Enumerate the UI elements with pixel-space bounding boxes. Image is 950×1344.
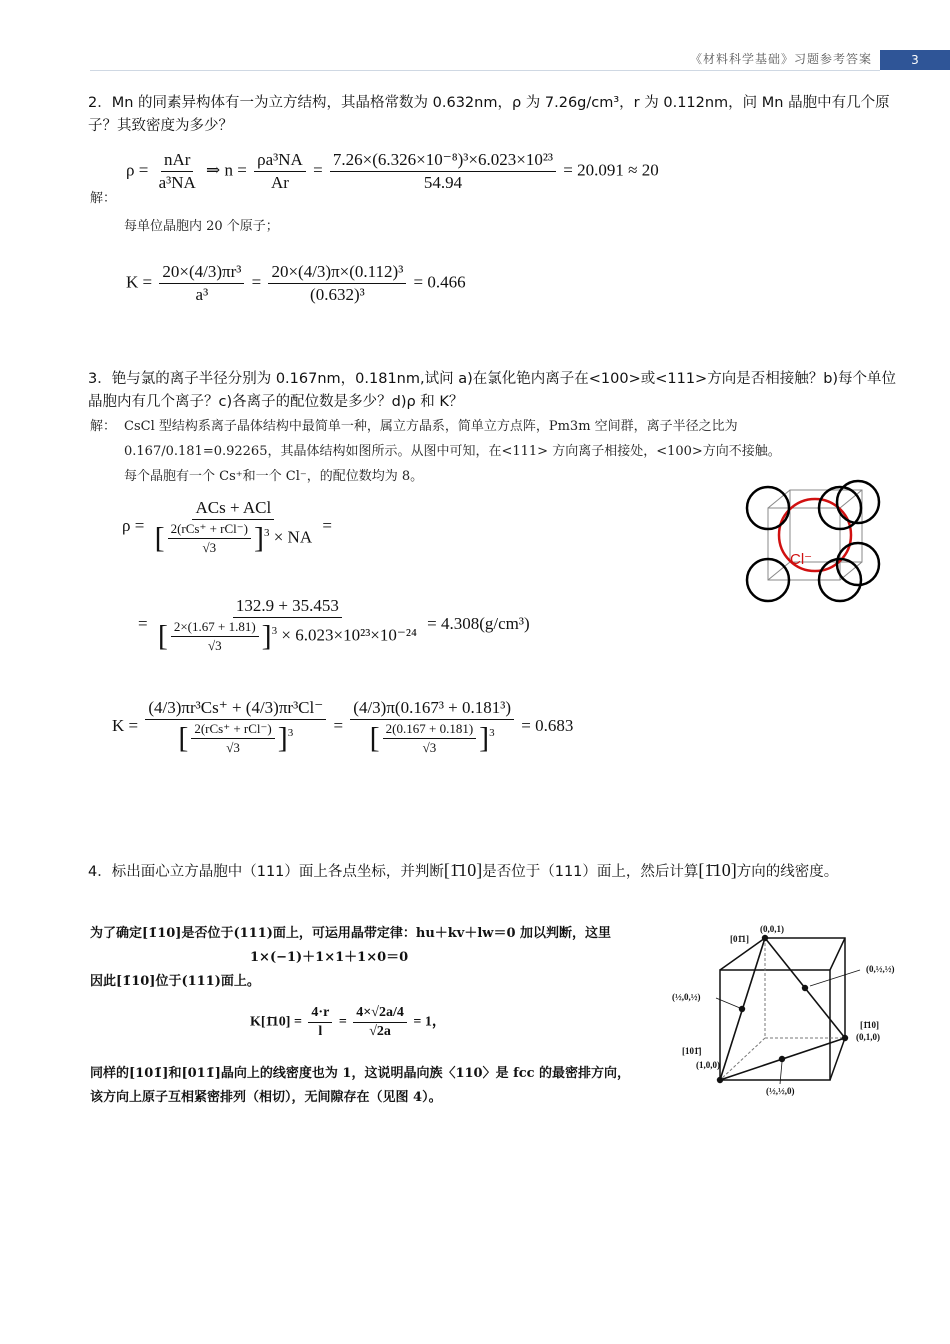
cl-ion-label: Cl⁻ (790, 551, 813, 568)
fig-label: (0,0,1) (760, 924, 784, 934)
q3-packing-equation (112, 698, 573, 756)
page-number: 3 (880, 50, 950, 70)
fraction-numerator: nAr (161, 150, 193, 172)
eq-result: = 1， (413, 1014, 446, 1030)
fraction-denominator: [ $\frac{2(0.167 + 0.181)}{√3}$ ]$^3$ (369, 721, 495, 755)
fraction-numerator: 2×(1.67 + 1.81) (171, 619, 259, 637)
fraction (350, 698, 514, 756)
eq-result: = 4.308(g/cm³) (427, 613, 530, 633)
eq-text: ρ = (126, 160, 149, 180)
q3-density-equation-2 (138, 596, 530, 654)
lattice-point (762, 935, 768, 941)
q2-packing-equation (126, 262, 466, 305)
fraction (156, 150, 199, 193)
fraction-denominator: a³ (195, 285, 209, 304)
fraction (308, 1005, 332, 1040)
fraction-denominator: √3 (202, 540, 217, 555)
eq-text: K[1̄10] = (250, 1014, 302, 1030)
fraction-denominator: 54.94 (423, 173, 463, 192)
q4-scan-line5: 该方向上原子互相紧密排列（相切），无间隙存在（见图 4）。 (90, 1090, 442, 1105)
fig-label: (½,0,½) (672, 992, 701, 1002)
direction-index: [1̄10] (443, 860, 483, 880)
fraction-numerator: 20×(4/3)πr³ (159, 262, 244, 284)
q4-question (88, 855, 898, 887)
q3-solution-line3: 每个晶胞有一个 Cs⁺和一个 Cl⁻，的配位数均为 8。 (124, 469, 424, 484)
q3-solution-line2: 0.167/0.181=0.92265，其晶体结构如图所示。从图中可知，在<111> 方向离子相接处，<100>方向不接触。 (124, 444, 781, 459)
fraction-denominator: √3 (422, 740, 437, 755)
q4-linear-density-equation: K[1̄10] = $\frac{4\cdot r}{l}$ = $\frac{4\times√2a/4}{√2a}$ = 1， (250, 1005, 446, 1039)
fcc-111-plane-figure (670, 920, 900, 1100)
fig-label: (1,0,0) (696, 1060, 720, 1070)
fraction-numerator: 20×(4/3)π×(0.112)³ (268, 262, 406, 284)
fraction (254, 150, 306, 193)
fraction-numerator: ρa³NA (254, 150, 306, 172)
eq-text: K = (112, 715, 139, 735)
fraction-denominator: √2a (369, 1024, 391, 1039)
fraction-numerator: (4/3)π(0.167³ + 0.181³) (350, 698, 514, 720)
lattice-point (842, 1035, 848, 1041)
fraction-numerator: 4×√2a/4 (353, 1005, 407, 1023)
fig-label: [01̄1] (730, 934, 749, 944)
eq-text: K = (126, 272, 153, 292)
q4-scan-line3: 因此[1̄10]位于(111)面上。 (90, 974, 260, 989)
fraction-denominator: √3 (207, 638, 222, 653)
q4-scan-line4: 同样的[101̄]和[011̄]晶向上的线密度也为 1，这说明晶向族〈110〉是 fcc 的最密排方向， (90, 1066, 631, 1081)
eq-result: = 0.466 (413, 272, 466, 292)
eq-result: = 0.683 (521, 715, 574, 735)
fig-label: [1̄10] (860, 1020, 879, 1030)
cube-front-face (720, 970, 830, 1080)
fig-label: (0,½,½) (866, 964, 895, 974)
eq-text: = (251, 272, 262, 292)
cscl-structure-figure (740, 478, 885, 613)
fraction-numerator: 2(0.167 + 0.181) (383, 721, 477, 739)
fraction-denominator: a³NA (158, 173, 196, 192)
direction-index: [1̄10] (698, 860, 737, 880)
eq-text: × 6.023×10²³×10⁻²⁴ (281, 625, 417, 645)
fig-label: (0,1,0) (856, 1032, 880, 1042)
eq-text: = (138, 613, 148, 633)
fraction-denominator: [ $\frac{\text{2(rCs⁺ + rCl⁻)}}{√3}$ ]$^3$ × NA (154, 521, 313, 555)
fraction-numerator: 7.26×(6.326×10⁻⁸)³×6.023×10²³ (330, 150, 556, 172)
fraction (330, 150, 556, 193)
q4-question-text: 是否位于（111）面上，然后计算 (482, 864, 699, 880)
fraction-numerator: 2(rCs⁺ + rCl⁻) (191, 721, 274, 739)
fraction-numerator: 132.9 + 35.453 (233, 596, 342, 618)
fig-label: (½,½,0) (766, 1086, 795, 1096)
fraction-denominator: Ar (270, 173, 289, 192)
fraction (145, 698, 326, 756)
q2-density-equation (126, 150, 659, 193)
header-title: 《材料科学基础》习题参考答案 (689, 52, 872, 66)
fraction-denominator: (0.632)³ (310, 285, 365, 304)
q2-solution-label: 解： (90, 191, 117, 206)
fraction-numerator: ACs + ACl (192, 498, 274, 520)
eq-text: ⇒ n = (206, 160, 247, 180)
fraction-numerator: 4·r (308, 1005, 332, 1023)
q2-question: 2．Mn 的同素异构体有一为立方结构，其晶格常数为 0.632nm，ρ 为 7.26g/cm³，r 为 0.112nm，问 Mn 晶胞中有几个原子？其致密度为多少？ (88, 95, 890, 134)
fraction-denominator: [ $\frac{\text{2(rCs⁺ + rCl⁻)}}{√3}$ ]$^3$ (178, 721, 294, 755)
eq-text: × NA (273, 527, 313, 547)
q3-solution-label: 解： (90, 419, 117, 434)
q4-scan-line1: 为了确定[1̄10]是否位于(111)面上，可运用晶带定律：hu＋kv＋lw＝0 加以判断，这里 (90, 926, 612, 941)
cs-ion-circle (837, 543, 879, 585)
fraction (268, 262, 406, 305)
q4-question-text: 方向的线密度。 (736, 864, 839, 880)
q3-density-equation-1 (122, 498, 332, 556)
header-divider (90, 70, 880, 71)
eq-text: ρ = (122, 515, 145, 535)
fraction (152, 498, 316, 556)
eq-text: = (333, 715, 344, 735)
fraction (353, 1005, 407, 1040)
q3-question: 3．铯与氯的离子半径分别为 0.167nm，0.181nm,试问 a)在氯化铯内离子在<100>或<111>方向是否相接触？b)每个单位晶胞内有几个离子？c)各离子的配位数是多少？d)ρ 和 K？ (88, 371, 897, 410)
fraction (383, 721, 477, 756)
eq-text: = (313, 160, 323, 180)
q3-solution-line1: CsCl 型结构系离子晶体结构中最简单一种，属立方晶系，简单立方点阵，Pm3m 空间群，离子半径之比为 (124, 419, 738, 434)
lattice-point (739, 1006, 745, 1012)
q2-atoms-text: 每单位晶胞内 20 个原子； (124, 219, 279, 234)
fig-label: [101̄] (682, 1046, 702, 1056)
lattice-point (779, 1056, 785, 1062)
fraction-denominator: √3 (226, 740, 240, 755)
eq-text: = (322, 515, 332, 535)
q4-question-text: 4．标出面心立方晶胞中（111）面上各点坐标，并判断 (88, 864, 444, 880)
fraction (171, 619, 259, 654)
q4-scan-line2: 1×(−1)＋1×1＋1×0＝0 (250, 950, 409, 965)
lattice-point (717, 1077, 723, 1083)
fraction-denominator: [ $\frac{2\times(1.67 + 1.81)}{√3}$ ]$^3$ × 6.023×10²³×10⁻²⁴ (157, 619, 417, 653)
fraction (168, 521, 251, 556)
fraction-numerator: 2(rCs⁺ + rCl⁻) (168, 521, 251, 539)
lattice-point (802, 985, 808, 991)
fraction (191, 721, 274, 756)
fraction (155, 596, 420, 654)
fraction-denominator: l (318, 1024, 323, 1039)
fraction-numerator: (4/3)πr³Cs⁺ + (4/3)πr³Cl⁻ (145, 698, 326, 720)
fraction (159, 262, 244, 305)
eq-result: = 20.091 ≈ 20 (563, 160, 659, 180)
